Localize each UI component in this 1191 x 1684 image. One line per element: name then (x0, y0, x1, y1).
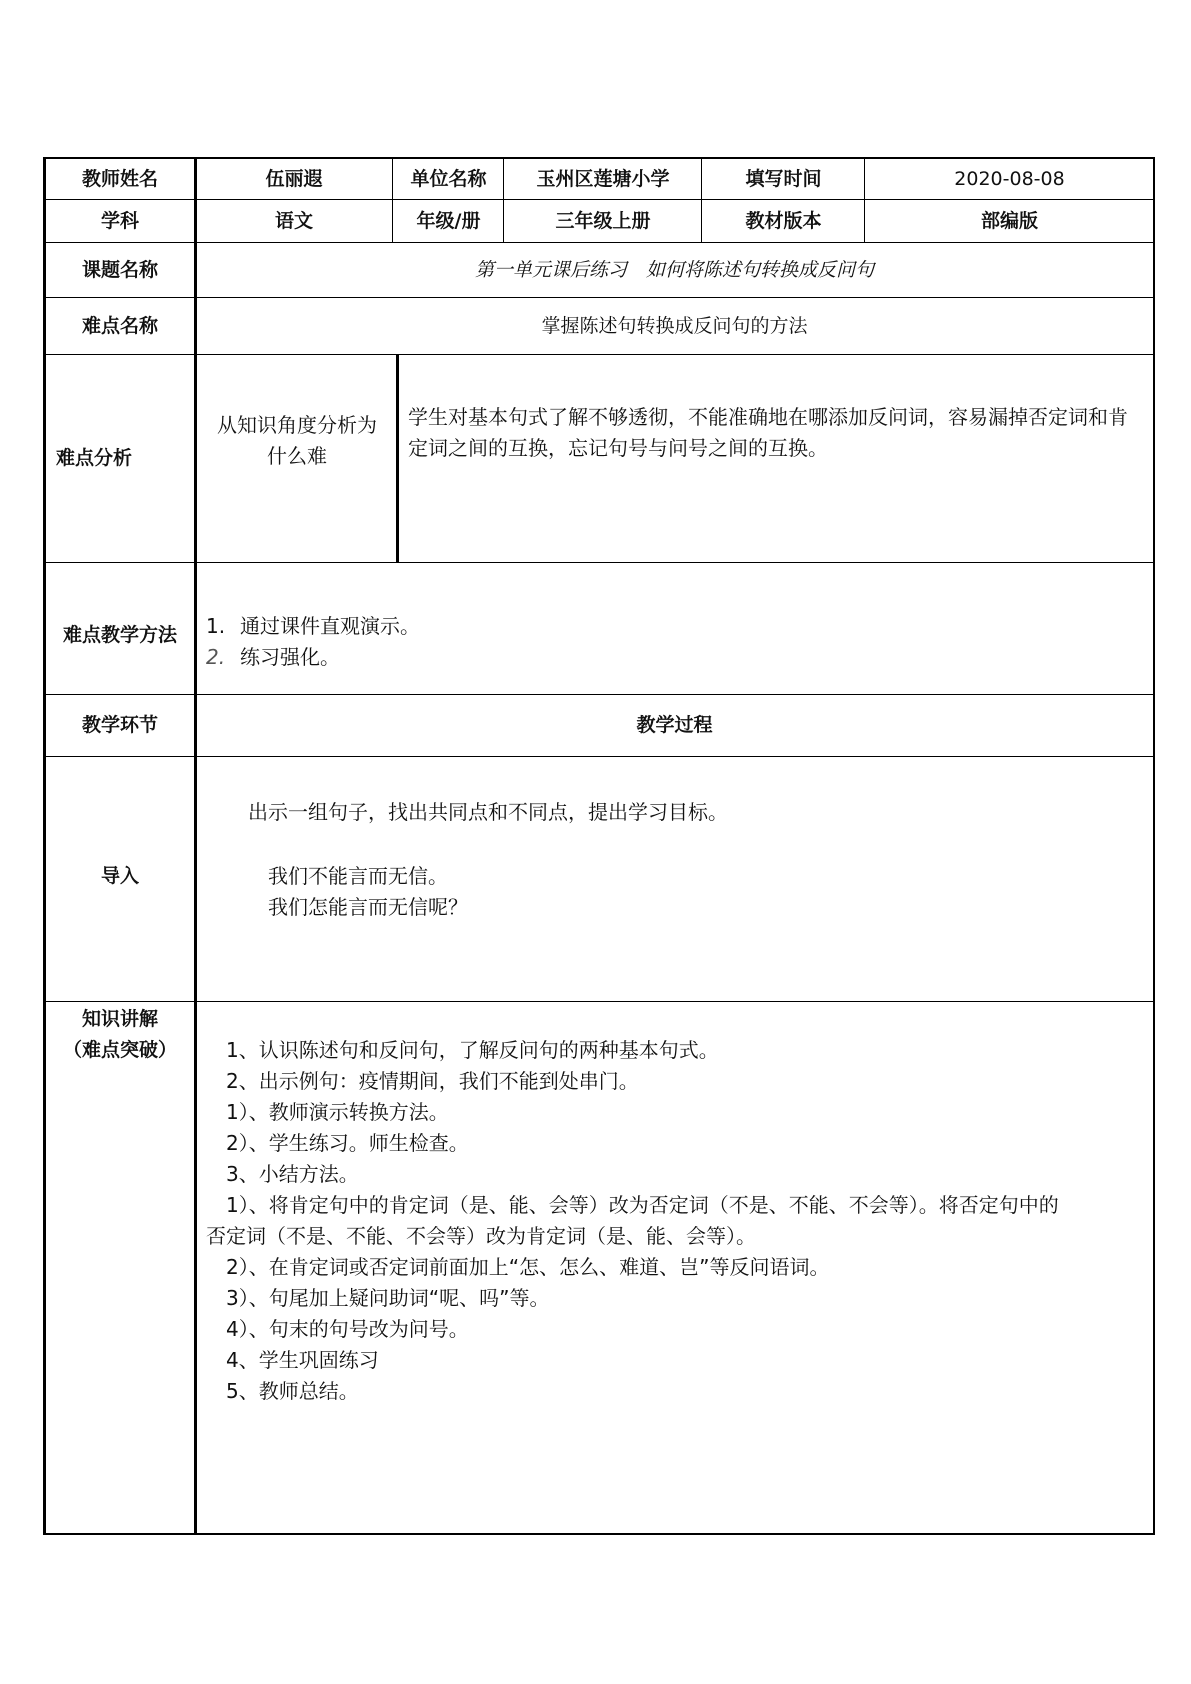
row-divider (46, 1001, 1153, 1002)
knowledge-line: 1）、将肯定句中的肯定词（是、能、会等）改为否定词（不是、不能、不会等）。将否定句中的 (226, 1193, 1059, 1217)
knowledge-line: 4）、句末的句号改为问号。 (226, 1317, 469, 1341)
process-label: 教学过程 (636, 714, 713, 737)
topic-label: 课题名称 (81, 258, 158, 281)
teacher-name-value: 伍丽遐 (265, 167, 323, 190)
process-step-label: 教学环节 (81, 714, 158, 737)
subject-value: 语文 (274, 209, 313, 232)
knowledge-line: 1、认识陈述句和反问句，了解反问句的两种基本句式。 (226, 1038, 719, 1062)
knowledge-line: 2、出示例句：疫情期间，我们不能到处串门。 (226, 1069, 639, 1093)
column-divider (392, 159, 393, 242)
method-item-number: 2. (206, 645, 226, 669)
knowledge-line: 2）、学生练习。师生检查。 (226, 1131, 469, 1155)
difficulty-label: 难点名称 (81, 314, 158, 337)
intro-line: 出示一组句子，找出共同点和不同点，提出学习目标。 (248, 800, 728, 824)
unit-name-label: 单位名称 (410, 167, 487, 190)
knowledge-label-line: （难点突破） (62, 1039, 177, 1061)
analysis-sub-label: 从知识角度分析为什么难 (217, 412, 377, 468)
grade-label: 年级/册 (416, 209, 481, 232)
column-divider (701, 159, 702, 242)
knowledge-label-line: 知识讲解 (81, 1008, 158, 1030)
knowledge-line: 3）、句尾加上疑问助词“呢、吗”等。 (226, 1286, 550, 1310)
row-divider (46, 756, 1153, 757)
method-item-text: 练习强化。 (240, 645, 340, 669)
difficulty-value: 掌握陈述句转换成反问句的方法 (541, 314, 808, 337)
teacher-name-label: 教师姓名 (81, 167, 158, 190)
method-label: 难点教学方法 (62, 624, 177, 647)
column-divider (396, 354, 399, 562)
knowledge-line: 5、教师总结。 (226, 1379, 359, 1403)
method-item (206, 642, 340, 673)
fill-date-value: 2020-08-08 (954, 167, 1065, 190)
intro-example: 我们不能言而无信。 (268, 864, 448, 888)
fill-date-label: 填写时间 (745, 167, 822, 190)
knowledge-line: 否定词（不是、不能、不会等）改为肯定词（是、能、会等）。 (206, 1224, 756, 1248)
method-item (206, 611, 420, 642)
knowledge-line: 2）、在肯定词或否定词前面加上“怎、怎么、难道、岂”等反问语词。 (226, 1255, 830, 1279)
subject-label: 学科 (100, 209, 139, 232)
unit-name-value: 玉州区莲塘小学 (536, 167, 670, 190)
topic-value: 第一单元课后练习 如何将陈述句转换成反问句 (474, 258, 874, 281)
column-divider (503, 159, 504, 242)
edition-label: 教材版本 (745, 209, 822, 232)
analysis-label: 难点分析 (56, 447, 133, 470)
knowledge-label (46, 1004, 194, 1066)
knowledge-line: 3、小结方法。 (226, 1162, 359, 1186)
intro-label: 导入 (100, 864, 139, 887)
column-divider (194, 159, 197, 1535)
method-item-text: 通过课件直观演示。 (240, 614, 420, 638)
analysis-text: 学生对基本句式了解不够透彻，不能准确地在哪添加反问词，容易漏掉否定词和肯定词之间的互换，忘记句号与问号之间的互换。 (408, 405, 1128, 460)
row-divider (46, 562, 1153, 563)
lesson-plan-table (43, 157, 1155, 1535)
grade-value: 三年级上册 (555, 209, 651, 232)
method-item-number: 1. (206, 614, 226, 638)
column-divider (864, 159, 865, 242)
intro-example: 我们怎能言而无信呢？ (268, 895, 468, 919)
knowledge-line: 4、学生巩固练习 (226, 1348, 379, 1372)
knowledge-line: 1）、教师演示转换方法。 (226, 1100, 449, 1124)
edition-value: 部编版 (980, 209, 1038, 232)
